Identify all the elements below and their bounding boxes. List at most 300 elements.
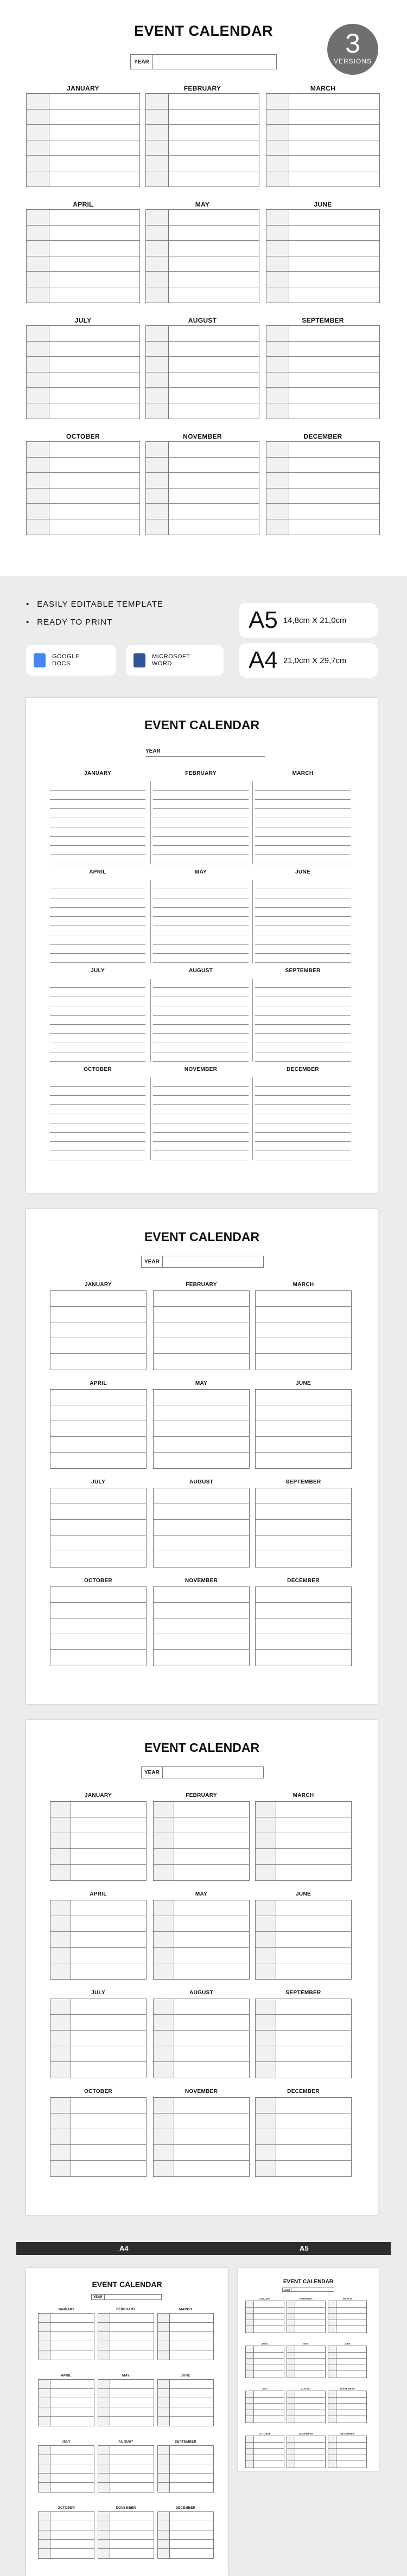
date-cell[interactable] [50, 2145, 71, 2161]
event-cell[interactable] [256, 1650, 351, 1666]
date-cell[interactable] [266, 519, 289, 535]
date-cell[interactable] [158, 2530, 169, 2540]
entry-line[interactable] [255, 1151, 351, 1160]
date-cell[interactable] [146, 241, 168, 256]
date-cell[interactable] [27, 342, 49, 357]
month-table[interactable] [153, 1801, 250, 1881]
event-cell[interactable] [169, 94, 259, 110]
event-column[interactable] [276, 1999, 351, 2078]
date-cell[interactable] [154, 1817, 174, 1833]
month-table[interactable] [26, 441, 140, 535]
event-cell[interactable] [50, 1390, 146, 1405]
entry-line[interactable] [255, 1016, 351, 1025]
date-cell[interactable] [328, 2359, 336, 2365]
event-cell[interactable] [169, 372, 259, 388]
event-cell[interactable] [295, 2436, 325, 2443]
event-cell[interactable] [254, 2346, 284, 2353]
entry-line[interactable] [50, 926, 145, 935]
date-cell[interactable] [154, 2098, 174, 2114]
event-cell[interactable] [254, 2301, 284, 2308]
date-cell[interactable] [27, 140, 49, 156]
event-cell[interactable] [49, 388, 139, 403]
date-cell[interactable] [39, 2332, 50, 2341]
date-cell[interactable] [158, 2332, 169, 2341]
event-cell[interactable] [50, 1504, 146, 1520]
date-cell[interactable] [246, 2301, 253, 2308]
entry-line[interactable] [50, 1077, 145, 1087]
event-cell[interactable] [110, 2389, 154, 2398]
date-cell[interactable] [98, 2380, 110, 2389]
event-cell[interactable] [336, 2410, 366, 2417]
entry-line[interactable] [50, 827, 145, 837]
date-column[interactable] [146, 210, 169, 303]
entry-line[interactable] [50, 880, 145, 889]
date-cell[interactable] [27, 94, 49, 110]
year-value[interactable] [163, 1256, 263, 1267]
event-column[interactable] [50, 1587, 146, 1666]
entry-line[interactable] [153, 1087, 249, 1096]
date-cell[interactable] [50, 1900, 71, 1916]
month-table[interactable] [38, 2313, 94, 2360]
date-column[interactable] [246, 2346, 254, 2378]
date-cell[interactable] [287, 2326, 295, 2333]
date-cell[interactable] [50, 1849, 71, 1865]
date-cell[interactable] [328, 2449, 336, 2455]
event-cell[interactable] [254, 2314, 284, 2320]
date-cell[interactable] [328, 2320, 336, 2327]
event-cell[interactable] [254, 2398, 284, 2404]
event-cell[interactable] [169, 442, 259, 458]
event-column[interactable] [276, 1802, 351, 1880]
date-cell[interactable] [50, 1916, 71, 1932]
event-cell[interactable] [169, 326, 259, 342]
month-table[interactable] [245, 2391, 284, 2423]
date-cell[interactable] [256, 2161, 276, 2176]
event-cell[interactable] [110, 2512, 154, 2521]
event-cell[interactable] [169, 489, 259, 504]
event-cell[interactable] [276, 1802, 351, 1817]
date-cell[interactable] [27, 226, 49, 241]
date-column[interactable] [158, 2380, 170, 2426]
entry-line[interactable] [50, 1114, 145, 1123]
event-cell[interactable] [110, 2417, 154, 2426]
event-cell[interactable] [295, 2353, 325, 2359]
date-cell[interactable] [98, 2446, 110, 2455]
date-cell[interactable] [27, 125, 49, 140]
event-cell[interactable] [170, 2314, 213, 2323]
month-table[interactable] [145, 325, 259, 419]
date-cell[interactable] [154, 1948, 174, 1963]
month-table[interactable] [26, 93, 140, 187]
event-cell[interactable] [169, 504, 259, 519]
event-cell[interactable] [174, 2062, 249, 2078]
entry-line[interactable] [153, 1123, 249, 1133]
event-cell[interactable] [49, 94, 139, 110]
month-table[interactable] [328, 2301, 367, 2333]
entry-line[interactable] [50, 1052, 145, 1062]
event-cell[interactable] [254, 2416, 284, 2423]
month-lines[interactable] [153, 781, 249, 864]
date-cell[interactable] [246, 2346, 253, 2353]
date-cell[interactable] [50, 1802, 71, 1817]
event-cell[interactable] [154, 1421, 249, 1437]
date-cell[interactable] [256, 1999, 276, 2015]
event-column[interactable] [170, 2380, 213, 2426]
entry-line[interactable] [50, 1142, 145, 1151]
event-cell[interactable] [170, 2474, 213, 2483]
entry-line[interactable] [153, 809, 249, 818]
month-lines[interactable] [153, 979, 249, 1062]
date-column[interactable] [39, 2446, 50, 2492]
month-lines[interactable] [153, 1077, 249, 1160]
date-cell[interactable] [158, 2455, 169, 2464]
event-cell[interactable] [71, 1916, 146, 1932]
date-cell[interactable] [287, 2443, 295, 2449]
event-cell[interactable] [289, 287, 379, 303]
date-column[interactable] [266, 94, 289, 187]
event-cell[interactable] [170, 2455, 213, 2464]
event-column[interactable] [154, 1291, 249, 1370]
date-cell[interactable] [287, 2391, 295, 2398]
date-cell[interactable] [266, 226, 289, 241]
date-column[interactable] [287, 2436, 295, 2468]
event-cell[interactable] [174, 2161, 249, 2176]
date-cell[interactable] [328, 2455, 336, 2462]
month-table[interactable] [287, 2391, 326, 2423]
date-column[interactable] [154, 1802, 174, 1880]
date-cell[interactable] [246, 2359, 253, 2365]
date-cell[interactable] [27, 489, 49, 504]
entry-line[interactable] [255, 791, 351, 800]
date-cell[interactable] [158, 2483, 169, 2492]
date-cell[interactable] [27, 372, 49, 388]
event-cell[interactable] [256, 1405, 351, 1421]
date-cell[interactable] [246, 2461, 253, 2468]
date-cell[interactable] [328, 2346, 336, 2353]
date-cell[interactable] [246, 2416, 253, 2423]
date-cell[interactable] [50, 2129, 71, 2145]
event-cell[interactable] [174, 1817, 249, 1833]
event-cell[interactable] [49, 125, 139, 140]
event-column[interactable] [110, 2314, 154, 2360]
date-column[interactable] [256, 1999, 276, 2078]
event-cell[interactable] [49, 442, 139, 458]
year-field[interactable] [141, 1256, 264, 1268]
event-column[interactable] [50, 2446, 94, 2492]
date-cell[interactable] [39, 2407, 50, 2417]
event-column[interactable] [336, 2301, 366, 2333]
event-cell[interactable] [50, 1634, 146, 1650]
date-cell[interactable] [50, 2046, 71, 2062]
date-cell[interactable] [146, 226, 168, 241]
event-cell[interactable] [169, 156, 259, 171]
event-cell[interactable] [50, 2314, 94, 2323]
date-cell[interactable] [50, 1932, 71, 1948]
month-table[interactable] [98, 2379, 154, 2426]
event-cell[interactable] [169, 125, 259, 140]
event-cell[interactable] [256, 1520, 351, 1536]
date-cell[interactable] [27, 287, 49, 303]
event-column[interactable] [71, 1900, 146, 1979]
entry-line[interactable] [153, 1052, 249, 1062]
event-cell[interactable] [154, 1338, 249, 1354]
event-column[interactable] [289, 94, 379, 187]
event-cell[interactable] [50, 2483, 94, 2492]
event-cell[interactable] [295, 2461, 325, 2468]
entry-line[interactable] [153, 1096, 249, 1105]
event-cell[interactable] [295, 2326, 325, 2333]
event-cell[interactable] [289, 326, 379, 342]
entry-line[interactable] [255, 917, 351, 926]
date-cell[interactable] [98, 2407, 110, 2417]
date-cell[interactable] [266, 140, 289, 156]
event-column[interactable] [50, 2380, 94, 2426]
event-cell[interactable] [50, 2512, 94, 2521]
event-column[interactable] [336, 2346, 366, 2378]
date-column[interactable] [146, 442, 169, 535]
entry-line[interactable] [255, 889, 351, 898]
event-cell[interactable] [170, 2483, 213, 2492]
date-cell[interactable] [287, 2353, 295, 2359]
date-cell[interactable] [50, 2098, 71, 2114]
date-cell[interactable] [146, 94, 168, 110]
date-cell[interactable] [39, 2314, 50, 2323]
date-cell[interactable] [98, 2512, 110, 2521]
date-cell[interactable] [98, 2474, 110, 2483]
event-cell[interactable] [254, 2410, 284, 2417]
date-cell[interactable] [27, 357, 49, 372]
date-column[interactable] [154, 1999, 174, 2078]
date-cell[interactable] [158, 2407, 169, 2417]
date-cell[interactable] [27, 210, 49, 226]
event-column[interactable] [50, 1488, 146, 1567]
event-cell[interactable] [50, 1551, 146, 1567]
date-cell[interactable] [50, 2031, 71, 2046]
event-column[interactable] [71, 2098, 146, 2176]
event-column[interactable] [169, 210, 259, 303]
entry-line[interactable] [50, 1087, 145, 1096]
date-cell[interactable] [146, 326, 168, 342]
date-column[interactable] [50, 1999, 71, 2078]
date-cell[interactable] [246, 2404, 253, 2410]
month-table[interactable] [255, 1389, 352, 1469]
date-cell[interactable] [266, 458, 289, 473]
entry-line[interactable] [50, 988, 145, 997]
date-cell[interactable] [39, 2549, 50, 2558]
event-cell[interactable] [110, 2455, 154, 2464]
date-cell[interactable] [154, 1833, 174, 1849]
date-cell[interactable] [158, 2380, 169, 2389]
event-column[interactable] [49, 442, 139, 535]
date-column[interactable] [287, 2391, 295, 2423]
event-cell[interactable] [336, 2436, 366, 2443]
date-cell[interactable] [146, 256, 168, 272]
month-table[interactable] [98, 2313, 154, 2360]
date-cell[interactable] [146, 372, 168, 388]
event-cell[interactable] [71, 2015, 146, 2031]
month-table[interactable] [255, 1900, 352, 1980]
event-cell[interactable] [289, 94, 379, 110]
date-column[interactable] [328, 2391, 336, 2423]
entry-line[interactable] [153, 954, 249, 963]
event-cell[interactable] [336, 2449, 366, 2455]
date-cell[interactable] [154, 2129, 174, 2145]
event-column[interactable] [49, 210, 139, 303]
event-cell[interactable] [336, 2404, 366, 2410]
month-table[interactable] [50, 1290, 147, 1370]
date-cell[interactable] [246, 2449, 253, 2455]
entry-line[interactable] [50, 1151, 145, 1160]
date-cell[interactable] [158, 2389, 169, 2398]
event-cell[interactable] [256, 1291, 351, 1307]
event-cell[interactable] [49, 140, 139, 156]
event-cell[interactable] [50, 1291, 146, 1307]
event-column[interactable] [254, 2436, 284, 2468]
event-cell[interactable] [170, 2341, 213, 2350]
month-table[interactable] [157, 2379, 214, 2426]
event-cell[interactable] [276, 2145, 351, 2161]
entry-line[interactable] [50, 917, 145, 926]
event-column[interactable] [295, 2301, 325, 2333]
month-table[interactable] [255, 1488, 352, 1568]
event-cell[interactable] [169, 287, 259, 303]
date-column[interactable] [39, 2314, 50, 2360]
entry-line[interactable] [153, 846, 249, 855]
month-table[interactable] [255, 1290, 352, 1370]
event-cell[interactable] [110, 2323, 154, 2332]
date-cell[interactable] [266, 504, 289, 519]
date-column[interactable] [328, 2301, 336, 2333]
entry-line[interactable] [153, 1006, 249, 1016]
event-cell[interactable] [289, 458, 379, 473]
date-cell[interactable] [287, 2455, 295, 2462]
date-cell[interactable] [256, 1948, 276, 1963]
date-cell[interactable] [146, 210, 168, 226]
event-cell[interactable] [256, 1634, 351, 1650]
event-cell[interactable] [336, 2371, 366, 2378]
date-cell[interactable] [154, 1900, 174, 1916]
event-cell[interactable] [254, 2461, 284, 2468]
month-table[interactable] [266, 209, 380, 303]
date-cell[interactable] [39, 2464, 50, 2474]
event-cell[interactable] [110, 2380, 154, 2389]
entry-line[interactable] [255, 935, 351, 945]
event-cell[interactable] [295, 2391, 325, 2398]
date-cell[interactable] [146, 342, 168, 357]
month-table[interactable] [255, 1999, 352, 2078]
date-cell[interactable] [146, 489, 168, 504]
date-cell[interactable] [328, 2436, 336, 2443]
date-cell[interactable] [256, 2015, 276, 2031]
date-cell[interactable] [328, 2461, 336, 2468]
date-column[interactable] [287, 2301, 295, 2333]
date-cell[interactable] [256, 2145, 276, 2161]
date-cell[interactable] [50, 1817, 71, 1833]
event-column[interactable] [174, 1802, 249, 1880]
event-cell[interactable] [154, 1618, 249, 1634]
event-cell[interactable] [154, 1307, 249, 1322]
entry-line[interactable] [153, 781, 249, 791]
entry-line[interactable] [255, 1142, 351, 1151]
event-cell[interactable] [174, 2031, 249, 2046]
event-column[interactable] [256, 1587, 351, 1666]
event-column[interactable] [276, 2098, 351, 2176]
date-cell[interactable] [158, 2323, 169, 2332]
date-cell[interactable] [266, 110, 289, 125]
event-column[interactable] [170, 2314, 213, 2360]
date-cell[interactable] [256, 1963, 276, 1979]
date-cell[interactable] [266, 287, 289, 303]
event-column[interactable] [289, 326, 379, 419]
entry-line[interactable] [50, 979, 145, 988]
event-cell[interactable] [110, 2540, 154, 2549]
date-cell[interactable] [287, 2461, 295, 2468]
event-cell[interactable] [110, 2314, 154, 2323]
event-cell[interactable] [256, 1338, 351, 1354]
date-cell[interactable] [158, 2540, 169, 2549]
event-cell[interactable] [336, 2443, 366, 2449]
date-column[interactable] [39, 2380, 50, 2426]
event-cell[interactable] [256, 1504, 351, 1520]
date-cell[interactable] [27, 473, 49, 489]
date-cell[interactable] [266, 388, 289, 403]
entry-line[interactable] [255, 945, 351, 954]
month-table[interactable] [26, 325, 140, 419]
event-cell[interactable] [254, 2353, 284, 2359]
event-cell[interactable] [50, 1421, 146, 1437]
event-cell[interactable] [254, 2404, 284, 2410]
event-column[interactable] [289, 442, 379, 535]
event-cell[interactable] [174, 1963, 249, 1979]
event-cell[interactable] [49, 519, 139, 535]
entry-line[interactable] [50, 898, 145, 908]
event-cell[interactable] [170, 2521, 213, 2530]
date-cell[interactable] [27, 388, 49, 403]
date-cell[interactable] [246, 2443, 253, 2449]
event-column[interactable] [49, 326, 139, 419]
date-cell[interactable] [39, 2398, 50, 2407]
event-cell[interactable] [174, 1802, 249, 1817]
year-field[interactable] [141, 1766, 264, 1778]
event-cell[interactable] [295, 2398, 325, 2404]
event-column[interactable] [256, 1390, 351, 1468]
date-cell[interactable] [50, 2161, 71, 2176]
month-table[interactable] [245, 2301, 284, 2333]
event-cell[interactable] [174, 1916, 249, 1932]
entry-line[interactable] [50, 997, 145, 1006]
date-column[interactable] [256, 2098, 276, 2176]
event-cell[interactable] [174, 1833, 249, 1849]
event-cell[interactable] [49, 489, 139, 504]
event-cell[interactable] [174, 1948, 249, 1963]
event-cell[interactable] [49, 171, 139, 187]
date-column[interactable] [146, 326, 169, 419]
event-cell[interactable] [289, 256, 379, 272]
month-lines[interactable] [50, 781, 145, 864]
date-cell[interactable] [328, 2308, 336, 2314]
date-cell[interactable] [39, 2417, 50, 2426]
entry-line[interactable] [153, 1043, 249, 1052]
month-table[interactable] [255, 1801, 352, 1881]
event-cell[interactable] [50, 1354, 146, 1370]
date-cell[interactable] [27, 442, 49, 458]
date-cell[interactable] [27, 171, 49, 187]
month-table[interactable] [38, 2511, 94, 2559]
event-cell[interactable] [71, 2145, 146, 2161]
date-cell[interactable] [98, 2332, 110, 2341]
event-column[interactable] [295, 2346, 325, 2378]
date-cell[interactable] [328, 2326, 336, 2333]
